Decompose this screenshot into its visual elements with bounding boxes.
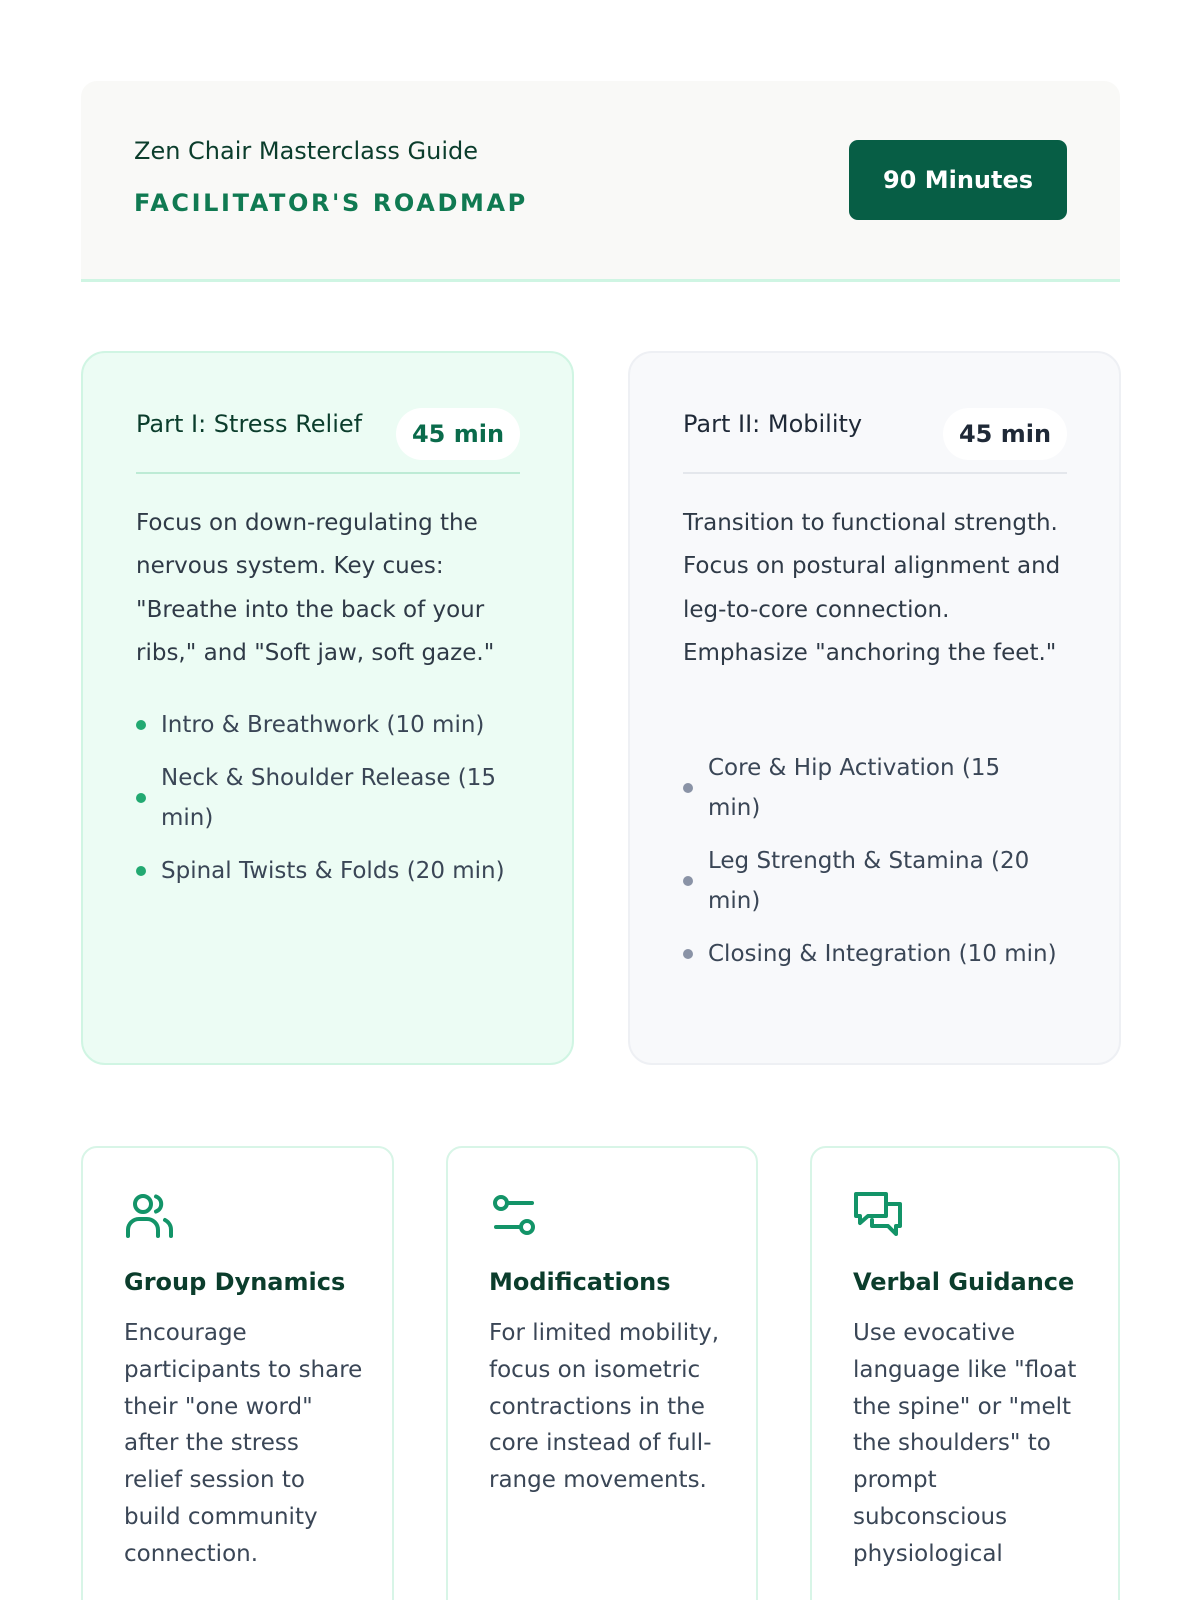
part-description: Transition to functional strength. Focus on postural alignment and leg-to-core connection. Emphasize "anchoring the feet." — [683, 510, 1061, 666]
duration-button[interactable]: 90 Minutes — [849, 140, 1067, 220]
tip-title: Group Dynamics — [124, 1268, 346, 1296]
part-card-mobility — [628, 351, 1121, 1065]
list-item — [683, 841, 1067, 921]
chat-bubbles-icon — [852, 1190, 904, 1242]
tip-title: Modifications — [489, 1268, 671, 1296]
segment-label: Core & Hip Activation (15 min) — [708, 755, 1001, 821]
part-card-stress-relief — [81, 351, 574, 1065]
roadmap-header — [81, 81, 1120, 282]
users-icon — [123, 1190, 175, 1242]
page-title: FACILITATOR'S ROADMAP — [134, 189, 528, 217]
segment-label: Closing & Integration (10 min) — [708, 941, 1057, 967]
bullet-dot-icon — [683, 783, 693, 793]
guide-subtitle: Zen Chair Masterclass Guide — [134, 137, 479, 165]
bullet-dot-icon — [136, 793, 146, 803]
duration-badge: 45 min — [943, 408, 1067, 460]
tip-text: For limited mobility, focus on isometric contractions in the core instead of full-range movements. — [489, 1320, 720, 1494]
list-item — [683, 748, 1067, 828]
segment-list — [683, 748, 1067, 987]
bullet-dot-icon — [683, 949, 693, 959]
sliders-icon — [488, 1190, 540, 1242]
tip-text: Use evocative language like "float the spine" or "melt the shoulders" to prompt subconscious physiological — [853, 1320, 1077, 1567]
segment-list — [136, 705, 520, 904]
tip-title: Verbal Guidance — [853, 1268, 1075, 1296]
list-item — [136, 705, 520, 745]
list-item — [683, 934, 1067, 974]
segment-label: Spinal Twists & Folds (20 min) — [161, 858, 505, 884]
part-title: Part I: Stress Relief — [136, 410, 363, 438]
part-description: Focus on down-regulating the nervous system. Key cues: "Breathe into the back of your ribs," and "Soft jaw, soft gaze." — [136, 510, 495, 666]
segment-label: Leg Strength & Stamina (20 min) — [708, 848, 1030, 914]
divider — [683, 472, 1067, 474]
segment-label: Neck & Shoulder Release (15 min) — [161, 765, 497, 831]
tip-text: Encourage participants to share their "one word" after the stress relief session to build community connection. — [124, 1320, 363, 1567]
tip-card-group-dynamics — [81, 1146, 394, 1600]
segment-label: Intro & Breathwork (10 min) — [161, 712, 485, 738]
list-item — [136, 758, 520, 838]
tip-card-verbal-guidance — [810, 1146, 1120, 1600]
bullet-dot-icon — [683, 876, 693, 886]
divider — [136, 472, 520, 474]
tip-card-modifications — [446, 1146, 758, 1600]
duration-badge: 45 min — [396, 408, 520, 460]
bullet-dot-icon — [136, 866, 146, 876]
list-item — [136, 851, 520, 891]
part-title: Part II: Mobility — [683, 410, 863, 438]
bullet-dot-icon — [136, 720, 146, 730]
